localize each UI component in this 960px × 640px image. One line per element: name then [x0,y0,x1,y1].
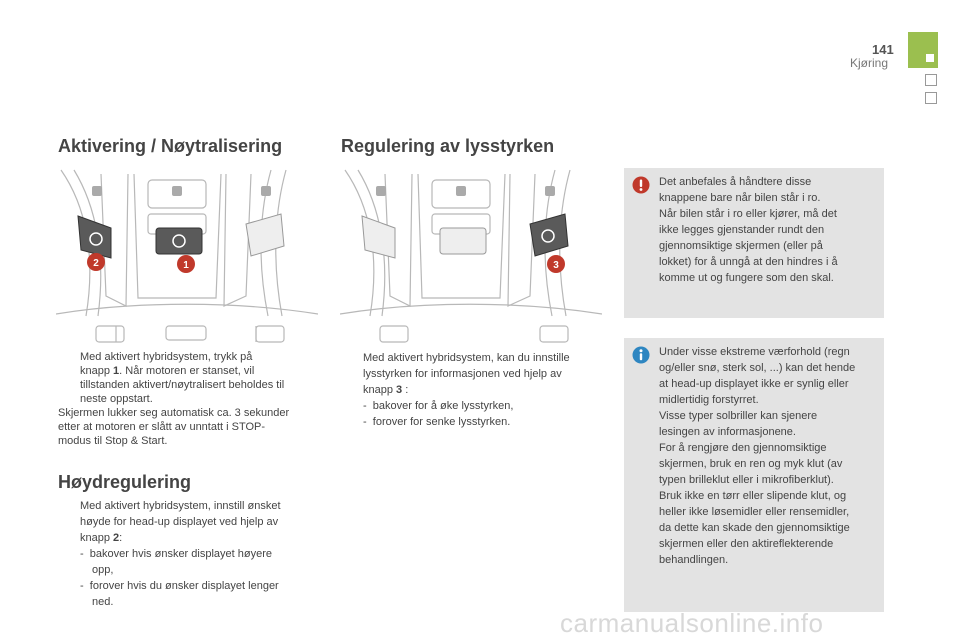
badge-2: 2 [93,258,99,269]
badge-1: 1 [183,260,189,271]
section-label: Kjøring [850,56,889,70]
heading-aktivering: Aktivering / Nøytralisering [58,136,283,156]
chapter-marker-icon [925,92,937,104]
page-number: 141 [872,42,894,57]
warning-text: Det anbefales å håndtere disse knappene bare når bilen står i ro. Når bilen står i ro eller kjører, må det ikke legges gjenstander rundt den gjennomsiktige skjermen (eller på lokket) for å unngå at den hindres i å komme ut og fungere som den skal. [659,176,838,284]
warning-note [624,168,884,318]
watermark: carmanualsonline.info [560,608,824,638]
tab-square-icon [926,54,934,62]
buttons-illustration-middle [340,166,602,346]
chapter-marker-icon [925,74,937,86]
button-ref-1: 1 [113,365,120,377]
badge-3: 3 [553,260,559,271]
info-note [624,338,884,612]
heading-regulering: Regulering av lysstyrken [341,136,555,156]
height-instructions: Med aktivert hybridsystem, innstill ønsket høyde for head-up displayet ved hjelp av knapp 2: - bakover hvis ønsker displayet høyere opp, - forover hvis du ønsker displayet lenger ned. [80,500,281,608]
button-ref-3: 3 [396,384,403,396]
brightness-instructions: Med aktivert hybridsystem, kan du innstille lysstyrken for informasjonen ved hjelp av knapp 3 : - bakover for å øke lysstyrken, - forover for senke lysstyrken. [363,352,570,428]
button-ref-2: 2 [113,532,120,544]
chapter-tab [908,32,938,68]
info-icon [632,346,650,364]
left-instructions: Med aktivert hybridsystem, trykk på knapp 1. Når motoren er stanset, vil tillstanden aktivert/nøytralisert beholdes til neste oppstart. Skjermen lukker seg automatisk ca. 3 sekunder etter at motoren er slått av unntatt i STOP- modus til Stop & Start. [58,351,290,447]
info-text: Under visse ekstreme værforhold (regn og/eller snø, sterk sol, ...) kan det hende at head-up displayet ikke er synlig eller midlertidig forstyrret. Visse typer solbriller kan sjenere lesingen av informasjonene. For å rengjøre den gjennomsiktige skjermen, bruk en ren og myk klut (av typen brilleklut eller i mikrofiberklut). Bruk ikke en tørr eller slipende klut, og heller ikke løsemidler eller rensemidler, da dette kan skade den gjennomsiktige skjermen eller den aktireflekterende behandlingen. [659,346,856,566]
warning-icon [632,176,650,194]
heading-hoydregulering: Høydregulering [58,472,192,492]
buttons-illustration-left [56,166,318,346]
